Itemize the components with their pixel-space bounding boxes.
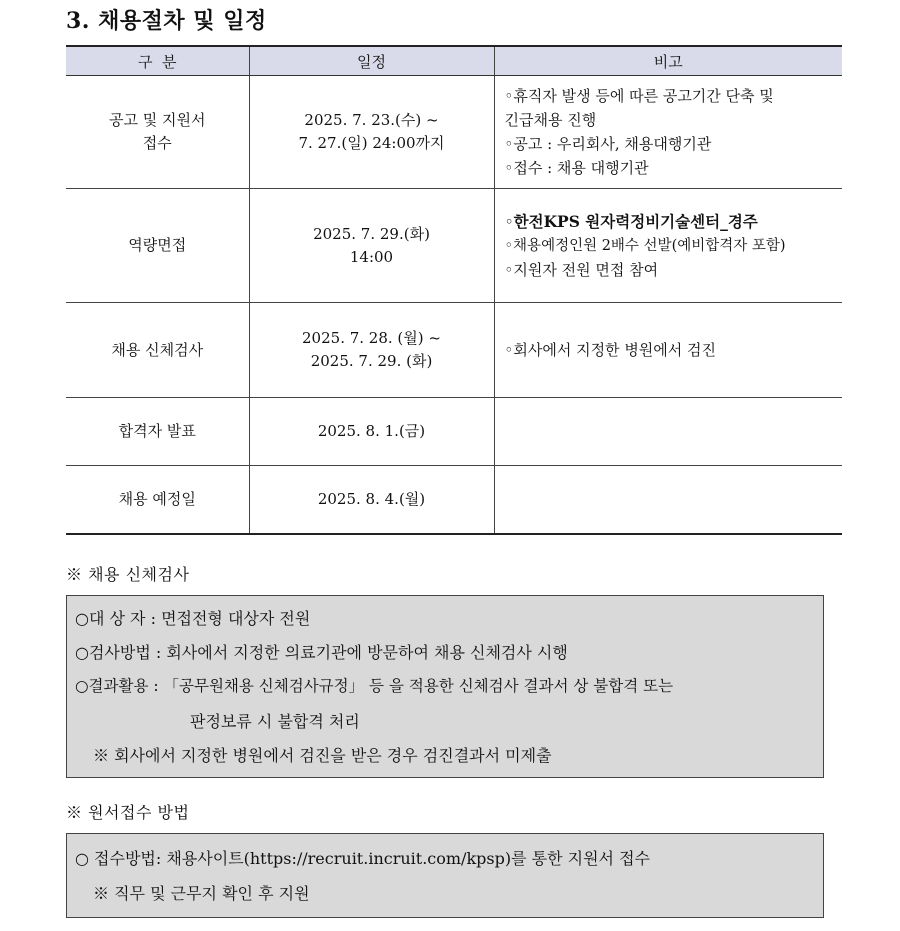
row-notes (494, 398, 842, 466)
schedule-line: 7. 27.(일) 24:00까지 (298, 134, 445, 152)
row-schedule (249, 76, 494, 189)
row-notes (494, 303, 842, 398)
row-category (66, 466, 249, 534)
row-category (66, 189, 249, 303)
note-line: 긴급채용 진행 (504, 111, 597, 129)
note-line: ◦접수 : 채용 대행기관 (504, 159, 649, 177)
table-header-row (66, 46, 842, 76)
medical-line: ○결과활용 : 「공무원채용 신체검사규정」 등 을 적용한 신체검사 결과서 상 불합격 또는 (75, 677, 674, 695)
note-line: ◦휴직자 발생 등에 따른 공고기간 단축 및 (504, 87, 774, 105)
schedule-table (66, 45, 842, 535)
medical-line: 판정보류 시 불합격 처리 (190, 712, 360, 731)
header-schedule: 일정 (249, 46, 494, 76)
category-line: 채용 예정일 (118, 489, 196, 508)
application-heading: ※ 원서접수 방법 (66, 803, 190, 822)
row-category (66, 398, 249, 466)
note-line: ◦회사에서 지정한 병원에서 검진 (504, 341, 717, 359)
schedule-line: 2025. 8. 1.(금) (317, 422, 426, 440)
application-box (66, 833, 824, 918)
table-row (66, 303, 842, 398)
category-line: 합격자 발표 (118, 422, 196, 440)
section-title: 3. 채용절차 및 일정 (66, 8, 267, 34)
row-category (66, 76, 249, 189)
row-schedule (249, 189, 494, 303)
row-notes (494, 466, 842, 534)
row-category (66, 303, 249, 398)
medical-box (66, 595, 824, 778)
schedule-line: 2025. 8. 4.(월) (317, 489, 426, 508)
category-line: 공고 및 지원서 (109, 111, 206, 129)
schedule-line: 2025. 7. 28. (월) ~ (302, 329, 441, 347)
application-line: ○ 접수방법: 채용사이트(https://recruit.incruit.com/kpsp)를 통한 지원서 접수 (75, 849, 650, 868)
schedule-line: 2025. 7. 29. (화) (310, 352, 433, 370)
row-schedule (249, 466, 494, 534)
header-notes: 비고 (494, 46, 842, 76)
medical-heading: ※ 채용 신체검사 (66, 565, 190, 584)
row-notes (494, 189, 842, 303)
row-schedule (249, 303, 494, 398)
note-line: ◦공고 : 우리회사, 채용대행기관 (504, 135, 712, 153)
table-row (66, 189, 842, 303)
note-line: ◦채용예정인원 2배수 선발(예비합격자 포함) (504, 237, 786, 254)
category-line: 채용 신체검사 (111, 340, 204, 359)
category-line: 역량면접 (128, 236, 187, 254)
medical-note: ※ 회사에서 지정한 병원에서 검진을 받은 경우 검진결과서 미제출 (93, 746, 552, 765)
medical-line: ○대 상 자 : 면접전형 대상자 전원 (75, 609, 311, 628)
header-category: 구 분 (66, 46, 249, 76)
table-row (66, 398, 842, 466)
medical-line: ○검사방법 : 회사에서 지정한 의료기관에 방문하여 채용 신체검사 시행 (75, 643, 568, 662)
category-line: 접수 (142, 134, 172, 152)
note-line: ◦한전KPS 원자력정비기술센터_경주 (504, 211, 758, 231)
application-note: ※ 직무 및 근무지 확인 후 지원 (93, 884, 310, 903)
row-schedule (249, 398, 494, 466)
schedule-line: 2025. 7. 23.(수) ~ (304, 111, 439, 129)
schedule-line: 2025. 7. 29.(화) (313, 224, 430, 243)
row-notes (494, 76, 842, 189)
schedule-line: 14:00 (349, 247, 394, 266)
note-line: ◦지원자 전원 면접 참여 (504, 260, 659, 279)
table-row (66, 466, 842, 534)
table-row (66, 76, 842, 189)
